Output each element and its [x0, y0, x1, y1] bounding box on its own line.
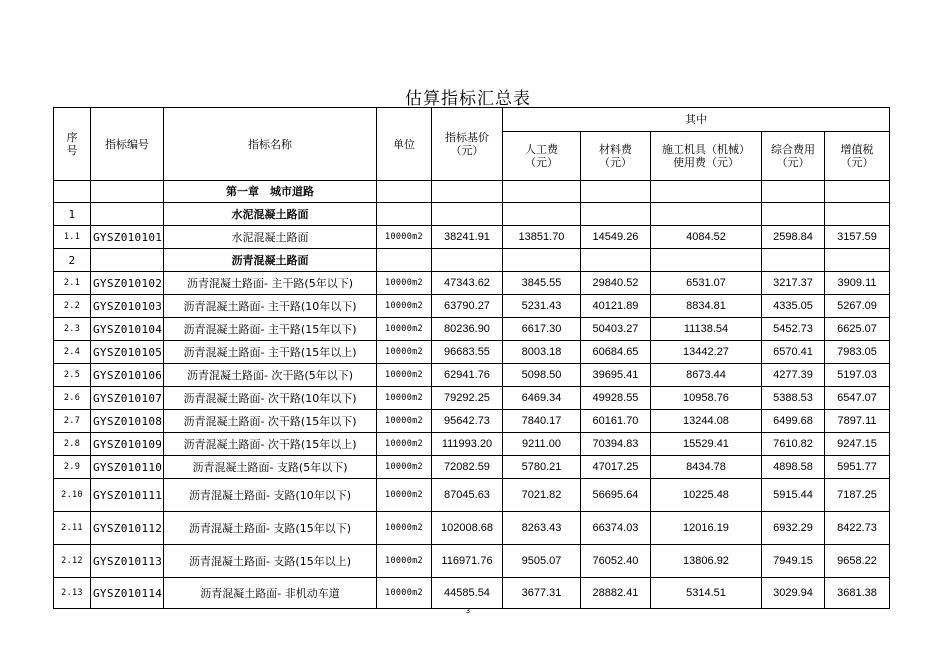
table-row — [54, 341, 890, 364]
cell-seq: 2.8 — [54, 433, 91, 456]
cell-material: 60684.65 — [581, 341, 651, 364]
cell-empty — [651, 203, 762, 226]
cell-material: 56695.64 — [581, 479, 651, 512]
cell-base-price: 80236.90 — [432, 318, 503, 341]
cell-machine: 8673.44 — [651, 364, 762, 387]
cell-seq: 2 — [54, 249, 91, 272]
cell-empty — [762, 203, 825, 226]
cell-machine: 10958.76 — [651, 387, 762, 410]
cell-name: 沥青混凝土路面- 次干路(15年以下) — [164, 410, 377, 433]
cell-unit: 10000m2 — [377, 433, 432, 456]
cell-seq: 2.4 — [54, 341, 91, 364]
cell-code: GYSZ010109 — [91, 433, 164, 456]
table-row — [54, 226, 890, 249]
cell-vat: 3157.59 — [825, 226, 890, 249]
cell-base-price: 96683.55 — [432, 341, 503, 364]
table-row — [54, 456, 890, 479]
cell-seq: 1.1 — [54, 226, 91, 249]
cell-code: GYSZ010114 — [91, 578, 164, 609]
cell-overall: 5452.73 — [762, 318, 825, 341]
cell-machine: 5314.51 — [651, 578, 762, 609]
cell-empty — [503, 249, 581, 272]
cell-labor: 5098.50 — [503, 364, 581, 387]
cell-base-price: 38241.91 — [432, 226, 503, 249]
cell-vat: 3681.38 — [825, 578, 890, 609]
cell-seq: 2.2 — [54, 295, 91, 318]
page-number: 3 — [465, 607, 471, 615]
cell-empty — [581, 249, 651, 272]
cell-vat: 7983.05 — [825, 341, 890, 364]
cell-unit: 10000m2 — [377, 364, 432, 387]
cell-empty — [762, 181, 825, 203]
cell-machine: 6531.07 — [651, 272, 762, 295]
cell-overall: 2598.84 — [762, 226, 825, 249]
cell-empty — [503, 181, 581, 203]
cell-name: 沥青混凝土路面- 主干路(5年以下) — [164, 272, 377, 295]
cell-code: GYSZ010101 — [91, 226, 164, 249]
cell-seq: 1 — [54, 203, 91, 226]
cell-base-price: 79292.25 — [432, 387, 503, 410]
cell-material: 66374.03 — [581, 512, 651, 545]
cell-code: GYSZ010113 — [91, 545, 164, 578]
cell-labor: 5780.21 — [503, 456, 581, 479]
header-name: 指标名称 — [164, 108, 377, 181]
cell-material: 60161.70 — [581, 410, 651, 433]
cell-overall: 5915.44 — [762, 479, 825, 512]
cell-empty — [377, 181, 432, 203]
cell-vat: 5197.03 — [825, 364, 890, 387]
cell-code: GYSZ010111 — [91, 479, 164, 512]
cell-vat: 3909.11 — [825, 272, 890, 295]
cell-labor: 7840.17 — [503, 410, 581, 433]
group-row — [54, 203, 890, 226]
header-code: 指标编号 — [91, 108, 164, 181]
cell-material: 14549.26 — [581, 226, 651, 249]
cell-empty — [503, 203, 581, 226]
cell-labor: 8003.18 — [503, 341, 581, 364]
table-row — [54, 545, 890, 578]
cell-material: 49928.55 — [581, 387, 651, 410]
table-row — [54, 295, 890, 318]
cell-machine: 13806.92 — [651, 545, 762, 578]
cell-material: 39695.41 — [581, 364, 651, 387]
header-base-price: 指标基价（元） — [432, 108, 503, 181]
header-vat: 增值税（元） — [825, 132, 890, 181]
cell-empty — [825, 181, 890, 203]
cell-material: 76052.40 — [581, 545, 651, 578]
table-row — [54, 318, 890, 341]
cell-base-price: 87045.63 — [432, 479, 503, 512]
cell-labor: 3845.55 — [503, 272, 581, 295]
header-machine-line1: 施工机具（机械） — [662, 143, 750, 156]
cell-unit: 10000m2 — [377, 456, 432, 479]
cell-base-price: 47343.62 — [432, 272, 503, 295]
cell-base-price: 44585.54 — [432, 578, 503, 609]
cell-base-price: 111993.20 — [432, 433, 503, 456]
cell-code: GYSZ010102 — [91, 272, 164, 295]
cell-material: 70394.83 — [581, 433, 651, 456]
header-material: 材料费（元） — [581, 132, 651, 181]
cell-machine: 8834.81 — [651, 295, 762, 318]
group-row — [54, 249, 890, 272]
cell-overall: 7610.82 — [762, 433, 825, 456]
cell-name: 沥青混凝土路面- 支路(5年以下) — [164, 456, 377, 479]
cell-seq: 2.5 — [54, 364, 91, 387]
cell-name: 沥青混凝土路面- 主干路(15年以下) — [164, 318, 377, 341]
cell-name: 沥青混凝土路面- 主干路(15年以上) — [164, 341, 377, 364]
cell-seq: 2.13 — [54, 578, 91, 609]
cell-machine: 10225.48 — [651, 479, 762, 512]
cell-unit: 10000m2 — [377, 295, 432, 318]
cell-base-price: 116971.76 — [432, 545, 503, 578]
cell-vat: 5267.09 — [825, 295, 890, 318]
cell-seq — [54, 181, 91, 203]
chapter-title: 第一章 城市道路 — [164, 181, 377, 203]
cell-name: 沥青混凝土路面- 次干路(5年以下) — [164, 364, 377, 387]
cell-overall: 5388.53 — [762, 387, 825, 410]
cell-seq: 2.10 — [54, 479, 91, 512]
cell-machine: 13244.08 — [651, 410, 762, 433]
cell-empty — [432, 203, 503, 226]
cell-code: GYSZ010110 — [91, 456, 164, 479]
cell-overall: 4898.58 — [762, 456, 825, 479]
cell-material: 29840.52 — [581, 272, 651, 295]
header-machine-line2: 使用费（元） — [673, 156, 739, 169]
cell-unit: 10000m2 — [377, 226, 432, 249]
group-title: 沥青混凝土路面 — [164, 249, 377, 272]
chapter-row — [54, 181, 890, 203]
cell-material: 47017.25 — [581, 456, 651, 479]
cell-overall: 7949.15 — [762, 545, 825, 578]
cell-empty — [581, 203, 651, 226]
cell-unit: 10000m2 — [377, 545, 432, 578]
cell-code: GYSZ010112 — [91, 512, 164, 545]
cell-empty — [651, 249, 762, 272]
cell-base-price: 95642.73 — [432, 410, 503, 433]
cell-vat: 6625.07 — [825, 318, 890, 341]
cell-labor: 9211.00 — [503, 433, 581, 456]
cell-empty — [581, 181, 651, 203]
cell-unit: 10000m2 — [377, 479, 432, 512]
table-row — [54, 479, 890, 512]
header-overall: 综合费用（元） — [762, 132, 825, 181]
cell-machine: 11138.54 — [651, 318, 762, 341]
cell-name: 沥青混凝土路面- 次干路(15年以上) — [164, 433, 377, 456]
cell-overall: 6932.29 — [762, 512, 825, 545]
cell-name: 沥青混凝土路面- 支路(10年以下) — [164, 479, 377, 512]
cell-seq: 2.12 — [54, 545, 91, 578]
table-row — [54, 272, 890, 295]
cell-code: GYSZ010107 — [91, 387, 164, 410]
cell-base-price: 72082.59 — [432, 456, 503, 479]
cell-base-price: 63790.27 — [432, 295, 503, 318]
estimate-summary-table — [53, 107, 890, 609]
cell-vat: 9247.15 — [825, 433, 890, 456]
cell-empty — [825, 203, 890, 226]
cell-machine: 12016.19 — [651, 512, 762, 545]
table-row — [54, 578, 890, 609]
cell-code: GYSZ010108 — [91, 410, 164, 433]
cell-empty — [651, 181, 762, 203]
cell-name: 沥青混凝土路面- 主干路(10年以下) — [164, 295, 377, 318]
cell-name: 水泥混凝土路面 — [164, 226, 377, 249]
cell-labor: 8263.43 — [503, 512, 581, 545]
cell-code: GYSZ010106 — [91, 364, 164, 387]
cell-unit: 10000m2 — [377, 387, 432, 410]
cell-empty — [377, 203, 432, 226]
page-title: 估算指标汇总表 — [405, 89, 531, 109]
cell-code — [91, 203, 164, 226]
cell-code — [91, 181, 164, 203]
cell-vat: 8422.73 — [825, 512, 890, 545]
cell-overall: 6570.41 — [762, 341, 825, 364]
cell-seq: 2.7 — [54, 410, 91, 433]
cell-code: GYSZ010103 — [91, 295, 164, 318]
cell-overall: 4335.05 — [762, 295, 825, 318]
header-group: 其中 — [503, 108, 890, 132]
cell-seq: 2.3 — [54, 318, 91, 341]
cell-vat: 7187.25 — [825, 479, 890, 512]
cell-code: GYSZ010104 — [91, 318, 164, 341]
cell-unit: 10000m2 — [377, 512, 432, 545]
cell-labor: 9505.07 — [503, 545, 581, 578]
cell-labor: 3677.31 — [503, 578, 581, 609]
header-seq: 序号 — [54, 108, 91, 181]
cell-name: 沥青混凝土路面- 支路(15年以上) — [164, 545, 377, 578]
cell-seq: 2.6 — [54, 387, 91, 410]
cell-labor: 6469.34 — [503, 387, 581, 410]
cell-overall: 3029.94 — [762, 578, 825, 609]
cell-unit: 10000m2 — [377, 578, 432, 609]
group-title: 水泥混凝土路面 — [164, 203, 377, 226]
cell-material: 28882.41 — [581, 578, 651, 609]
cell-seq: 2.1 — [54, 272, 91, 295]
cell-empty — [432, 249, 503, 272]
cell-empty — [432, 181, 503, 203]
cell-name: 沥青混凝土路面- 非机动车道 — [164, 578, 377, 609]
cell-labor: 6617.30 — [503, 318, 581, 341]
cell-code — [91, 249, 164, 272]
cell-machine: 15529.41 — [651, 433, 762, 456]
cell-empty — [825, 249, 890, 272]
header-unit: 单位 — [377, 108, 432, 181]
header-labor: 人工费（元） — [503, 132, 581, 181]
cell-base-price: 62941.76 — [432, 364, 503, 387]
cell-overall: 6499.68 — [762, 410, 825, 433]
cell-name: 沥青混凝土路面- 支路(15年以下) — [164, 512, 377, 545]
cell-vat: 5951.77 — [825, 456, 890, 479]
cell-unit: 10000m2 — [377, 341, 432, 364]
cell-machine: 8434.78 — [651, 456, 762, 479]
cell-overall: 4277.39 — [762, 364, 825, 387]
cell-material: 50403.27 — [581, 318, 651, 341]
cell-unit: 10000m2 — [377, 410, 432, 433]
cell-vat: 7897.11 — [825, 410, 890, 433]
table-row — [54, 433, 890, 456]
table-row — [54, 364, 890, 387]
header-machine — [651, 132, 762, 181]
cell-material: 40121.89 — [581, 295, 651, 318]
cell-seq: 2.11 — [54, 512, 91, 545]
cell-vat: 6547.07 — [825, 387, 890, 410]
cell-labor: 7021.82 — [503, 479, 581, 512]
cell-code: GYSZ010105 — [91, 341, 164, 364]
cell-base-price: 102008.68 — [432, 512, 503, 545]
cell-empty — [762, 249, 825, 272]
cell-seq: 2.9 — [54, 456, 91, 479]
cell-machine: 4084.52 — [651, 226, 762, 249]
table-row — [54, 512, 890, 545]
table-row — [54, 387, 890, 410]
cell-machine: 13442.27 — [651, 341, 762, 364]
cell-labor: 13851.70 — [503, 226, 581, 249]
table-row — [54, 410, 890, 433]
cell-name: 沥青混凝土路面- 次干路(10年以下) — [164, 387, 377, 410]
cell-unit: 10000m2 — [377, 272, 432, 295]
cell-labor: 5231.43 — [503, 295, 581, 318]
cell-overall: 3217.37 — [762, 272, 825, 295]
cell-empty — [377, 249, 432, 272]
cell-unit: 10000m2 — [377, 318, 432, 341]
cell-vat: 9658.22 — [825, 545, 890, 578]
